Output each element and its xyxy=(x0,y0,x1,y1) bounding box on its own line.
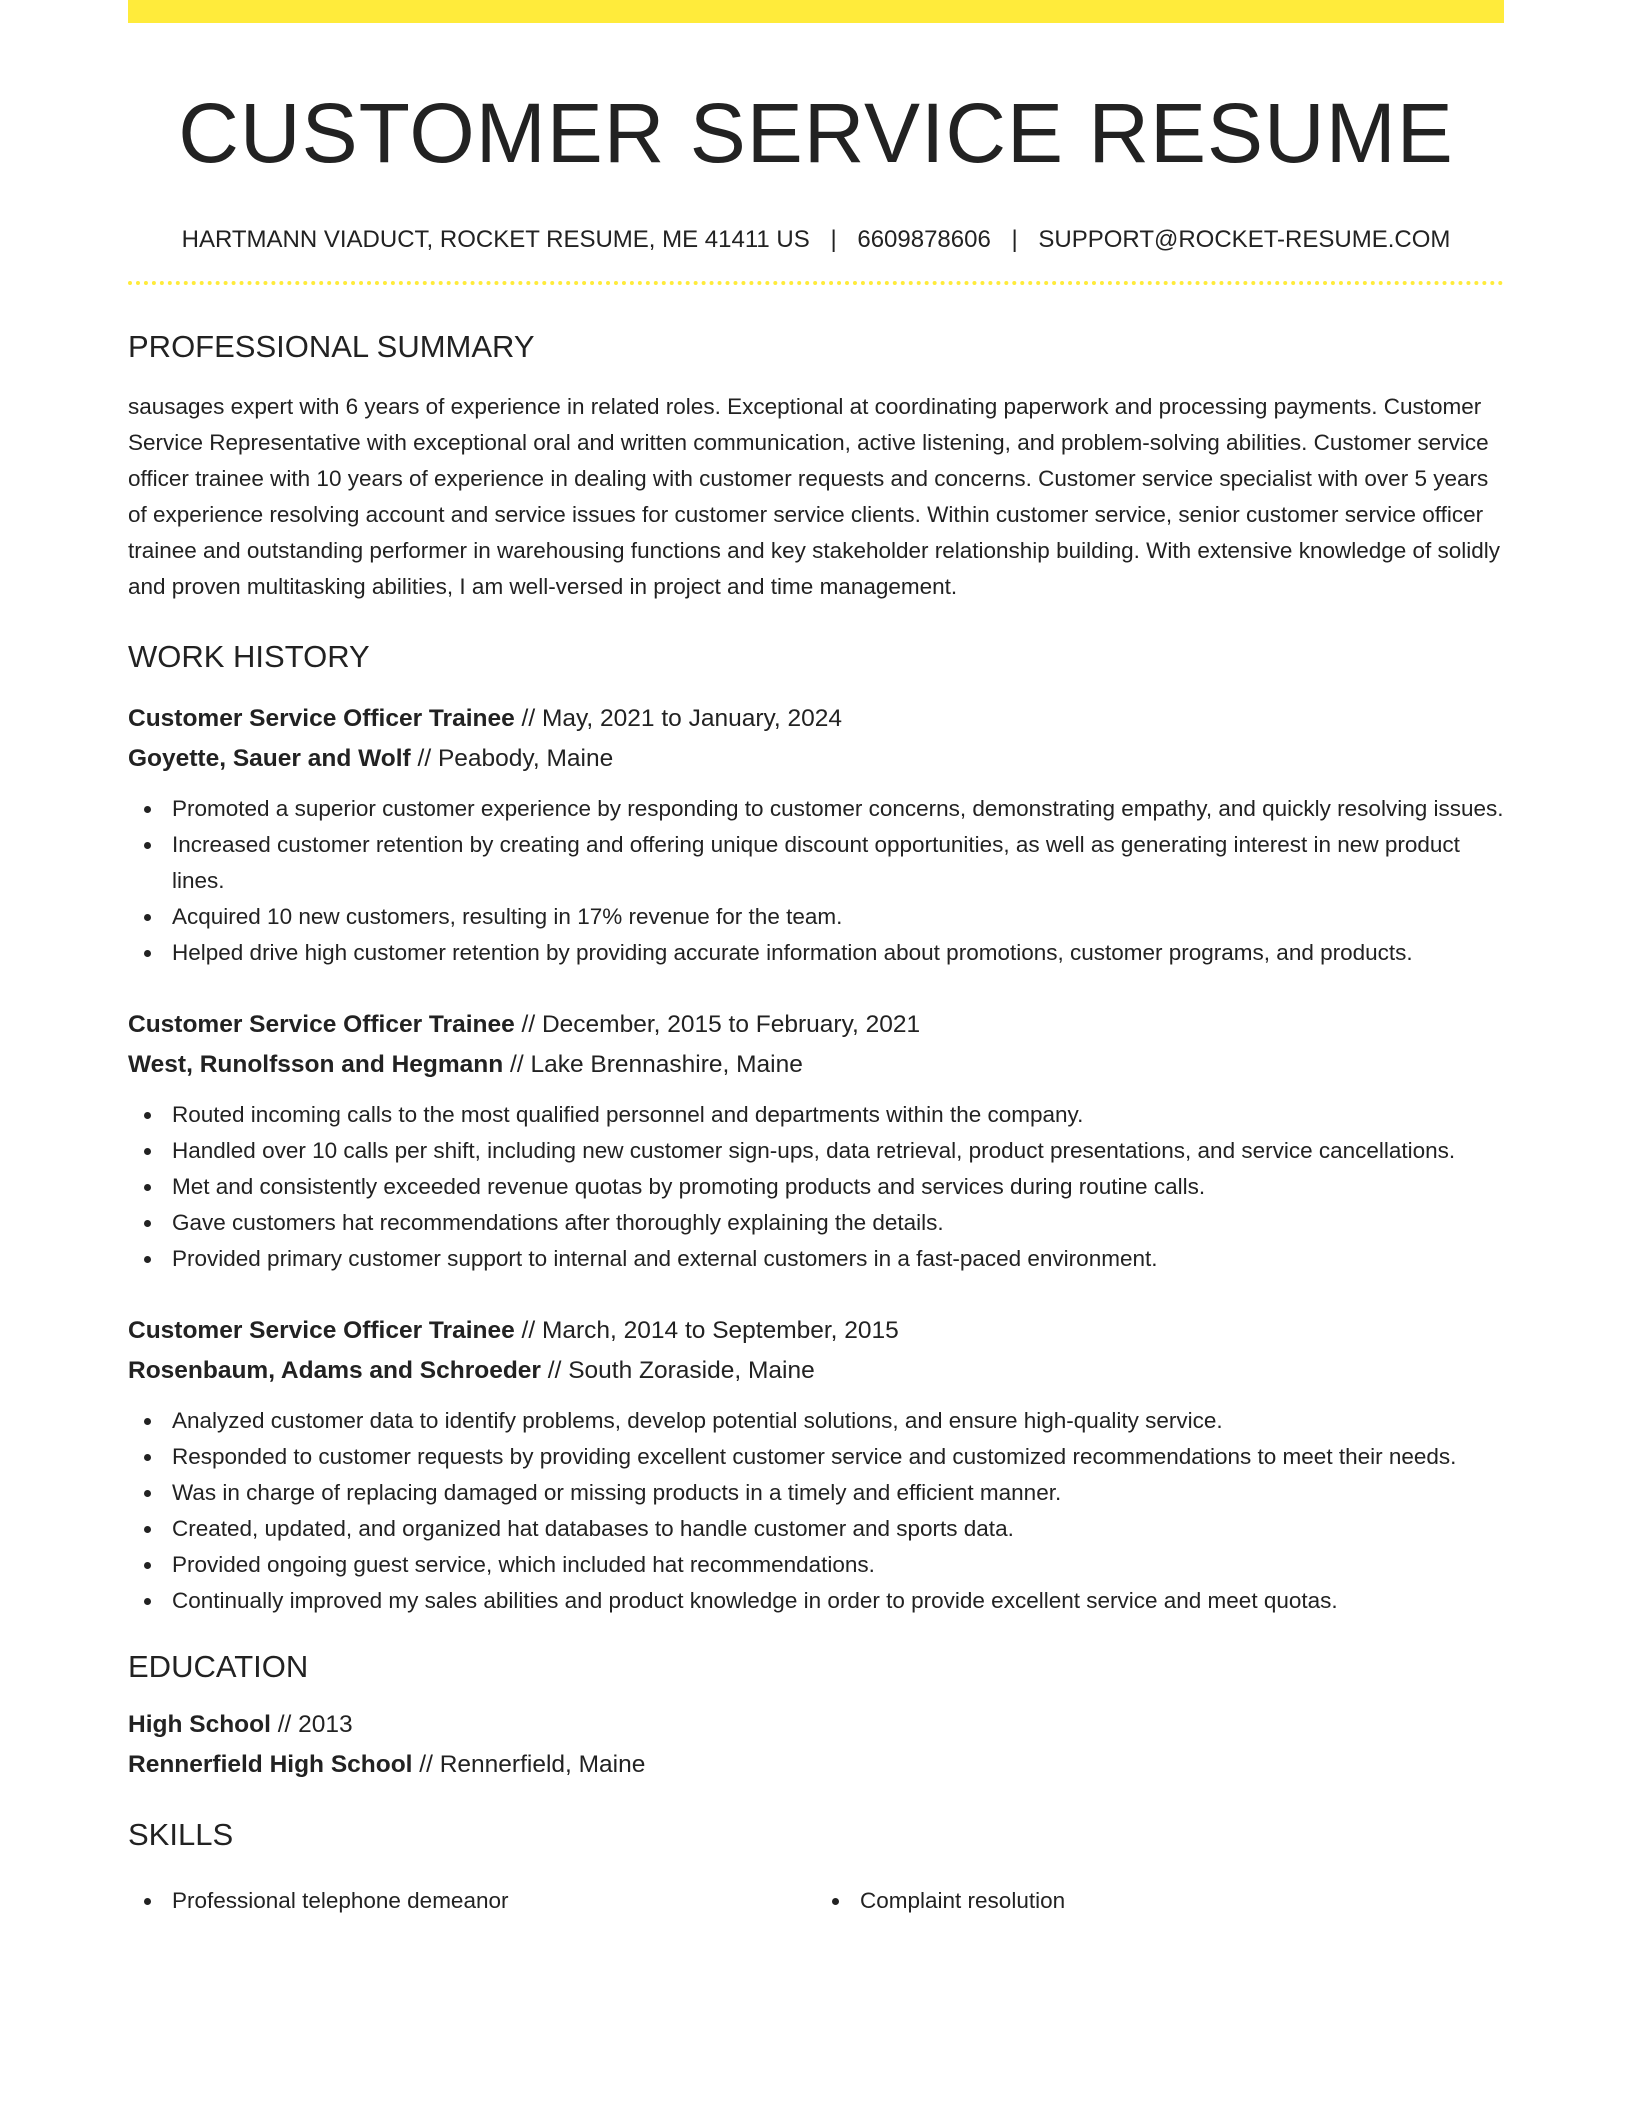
top-accent-bar xyxy=(128,0,1504,23)
skills-right-column xyxy=(816,1883,1504,1919)
job-location: // South Zoraside, Maine xyxy=(540,1357,815,1384)
email: SUPPORT@ROCKET-RESUME.COM xyxy=(1038,226,1451,253)
resume-page xyxy=(128,0,1504,1919)
job-entry xyxy=(128,699,1504,971)
phone: 6609878606 xyxy=(857,226,991,253)
section-title-work-history: WORK HISTORY xyxy=(128,639,370,674)
dotted-divider xyxy=(128,281,1504,285)
list-item: Responded to customer requests by providing excellent customer service and customized recommendations to meet their needs. xyxy=(128,1439,1504,1475)
section-title-education: EDUCATION xyxy=(128,1649,309,1684)
list-item: Analyzed customer data to identify problems, develop potential solutions, and ensure high-quality service. xyxy=(128,1403,1504,1439)
job-company-line xyxy=(128,739,1504,779)
section-title-skills: SKILLS xyxy=(128,1817,234,1852)
resume-title: CUSTOMER SERVICE RESUME xyxy=(178,86,1454,180)
list-item: Met and consistently exceeded revenue quotas by promoting products and services during routine calls. xyxy=(128,1169,1504,1205)
address: HARTMANN VIADUCT, ROCKET RESUME, ME 41411 US xyxy=(181,226,810,253)
job-role: Customer Service Officer Trainee xyxy=(128,1317,515,1344)
list-item: Handled over 10 calls per shift, including new customer sign-ups, data retrieval, product presentations, and service cancellations. xyxy=(128,1133,1504,1169)
job-entry xyxy=(128,1311,1504,1619)
contact-line xyxy=(128,225,1504,255)
list-item: Gave customers hat recommendations after thoroughly explaining the details. xyxy=(128,1205,1504,1241)
contact-separator: | xyxy=(1011,226,1018,253)
job-location: // Peabody, Maine xyxy=(410,745,614,772)
skills-grid xyxy=(128,1871,1504,1919)
list-item: Created, updated, and organized hat databases to handle customer and sports data. xyxy=(128,1511,1504,1547)
skill-item: Professional telephone demeanor xyxy=(128,1883,816,1919)
job-location: // Lake Brennashire, Maine xyxy=(503,1051,803,1078)
job-dates: // May, 2021 to January, 2024 xyxy=(514,705,843,732)
list-item: Provided primary customer support to internal and external customers in a fast-paced environment. xyxy=(128,1241,1504,1277)
education-year: // 2013 xyxy=(270,1711,353,1738)
job-role: Customer Service Officer Trainee xyxy=(128,1011,515,1038)
education-entry xyxy=(128,1705,1504,1785)
section-title-summary: PROFESSIONAL SUMMARY xyxy=(128,329,535,364)
job-bullets xyxy=(128,1097,1504,1277)
list-item: Routed incoming calls to the most qualified personnel and departments within the company. xyxy=(128,1097,1504,1133)
job-role-line xyxy=(128,699,1504,739)
job-role-line xyxy=(128,1005,1504,1045)
education-degree-line xyxy=(128,1705,1504,1745)
job-role-line xyxy=(128,1311,1504,1351)
job-bullets xyxy=(128,791,1504,971)
education-school-line xyxy=(128,1745,1504,1785)
education-location: // Rennerfield, Maine xyxy=(412,1751,646,1778)
job-company: Rosenbaum, Adams and Schroeder xyxy=(128,1357,541,1384)
list-item: Promoted a superior customer experience by responding to customer concerns, demonstrating empathy, and quickly resolving issues. xyxy=(128,791,1504,827)
list-item: Continually improved my sales abilities and product knowledge in order to provide excellent service and meet quotas. xyxy=(128,1583,1504,1619)
job-company-line xyxy=(128,1351,1504,1391)
contact-separator: | xyxy=(830,226,837,253)
list-item: Provided ongoing guest service, which included hat recommendations. xyxy=(128,1547,1504,1583)
job-company-line xyxy=(128,1045,1504,1085)
education-school: Rennerfield High School xyxy=(128,1751,413,1778)
job-dates: // March, 2014 to September, 2015 xyxy=(514,1317,899,1344)
summary-text: sausages expert with 6 years of experience in related roles. Exceptional at coordinating paperwork and processing payments. Customer Service Representative with exceptional oral and written communication, active listening, and problem-solving abilities. Customer service officer trainee with 10 years of experience in dealing with customer requests and concerns. Customer service specialist with over 5 years of experience resolving account and service issues for customer service clients. Within customer service, senior customer service officer trainee and outstanding performer in warehousing functions and key stakeholder relationship building. With extensive knowledge of solidly and proven multitasking abilities, I am well-versed in project and time management. xyxy=(128,394,1501,599)
skill-item: Complaint resolution xyxy=(816,1883,1504,1919)
job-company: Goyette, Sauer and Wolf xyxy=(128,745,411,772)
job-bullets xyxy=(128,1403,1504,1619)
list-item: Was in charge of replacing damaged or missing products in a timely and efficient manner. xyxy=(128,1475,1504,1511)
job-dates: // December, 2015 to February, 2021 xyxy=(514,1011,921,1038)
job-company: West, Runolfsson and Hegmann xyxy=(128,1051,504,1078)
list-item: Acquired 10 new customers, resulting in 17% revenue for the team. xyxy=(128,899,1504,935)
education-degree: High School xyxy=(128,1711,271,1738)
job-entry xyxy=(128,1005,1504,1277)
list-item: Helped drive high customer retention by providing accurate information about promotions, customer programs, and products. xyxy=(128,935,1504,971)
job-role: Customer Service Officer Trainee xyxy=(128,705,515,732)
list-item: Increased customer retention by creating and offering unique discount opportunities, as well as generating interest in new product lines. xyxy=(128,827,1504,899)
skills-left-column xyxy=(128,1883,816,1919)
